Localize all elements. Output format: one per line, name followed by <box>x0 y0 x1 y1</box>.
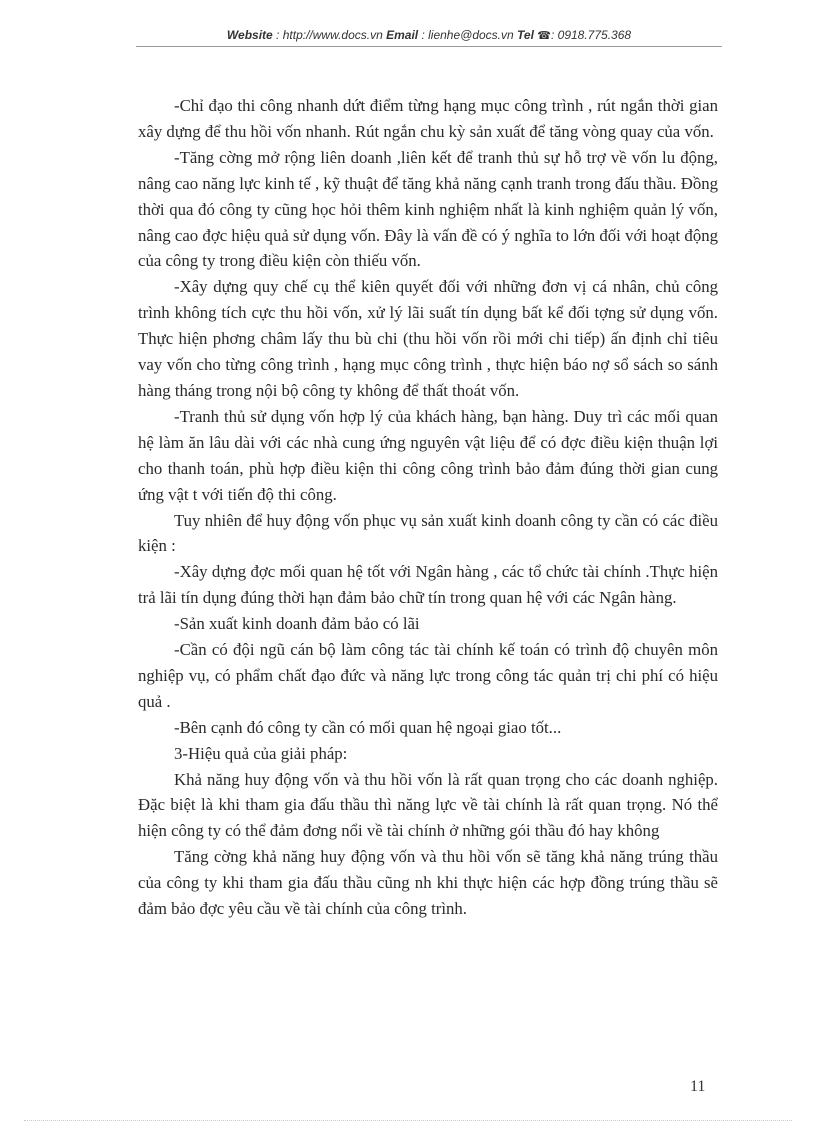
paragraph: -Cần có đội ngũ cán bộ làm công tác tài chính kế toán có trình độ chuyên môn nghiệp vụ, có phẩm chất đạo đức và năng lực trong công tác quản trị chi phí có hiệu quả . <box>138 640 718 711</box>
footer-divider <box>24 1120 792 1121</box>
paragraph: Tăng cờng khả năng huy động vốn và thu hồi vốn sẽ tăng khả năng trúng thầu của công ty khi tham gia đấu thầu cũng nh khi thực hiện các hợp đồng trúng thầu sẽ đảm bảo đợc yêu cầu về tài chính của công trình. <box>138 847 718 919</box>
header-divider <box>136 46 722 47</box>
paragraph: -Sản xuất kinh doanh đảm bảo có lãi <box>174 614 420 634</box>
paragraph: -Xây dựng quy chế cụ thể kiên quyết đối với những đơn vị cá nhân, chủ công trình không tích cực thu hồi vốn, xử lý lãi suất tín dụng bất kể đối tợng sử dụng vốn. Thực hiện phơng châm lấy thu bù chi (thu hồi vốn rồi mới chi tiếp) ấn định chỉ tiêu vay vốn cho từng công trình , hạng mục công trình , thực hiện báo nợ sổ sách so sánh hàng tháng trong nội bộ công ty không để thất thoát vốn. <box>138 277 718 400</box>
paragraph: -Chỉ đạo thi công nhanh dứt điểm từng hạng mục công trình , rút ngắn thời gian xây dựng để thu hồi vốn nhanh. Rút ngắn chu kỳ sản xuất để tăng vòng quay của vốn. <box>138 96 718 141</box>
paragraph: -Xây dựng đợc mối quan hệ tốt với Ngân hàng , các tổ chức tài chính .Thực hiện trả lãi tín dụng đúng thời hạn đảm bảo chữ tín trong quan hệ với các Ngân hàng. <box>138 562 718 608</box>
tel-number: : 0918.775.368 <box>550 28 632 42</box>
paragraph: -Tăng cờng mở rộng liên doanh ,liên kết để tranh thủ sự hỗ trợ về vốn lu động, nâng cao năng lực kinh tế , kỹ thuật để tăng khả năng cạnh tranh trong đấu thầu. Đồng thời qua đó công ty cũng học hỏi thêm kinh nghiệm nhất là kinh nghiệm quản lý vốn, nâng cao đợc hiệu quả sử dụng vốn. Đây là vấn đề có ý nghĩa to lớn đối với hoạt động của công ty trong điều kiện còn thiếu vốn. <box>138 147 718 271</box>
paragraph: Khả năng huy động vốn và thu hồi vốn là rất quan trọng cho các doanh nghiệp. Đặc biệt là khi tham gia đấu thầu thì năng lực về tài chính là rất quan trọng. Nó thể hiện công ty có thể đảm đơng nổi về tài chính ở những gói thầu đó hay không <box>138 769 718 841</box>
website-label: Website <box>226 28 273 42</box>
page-header <box>136 28 722 42</box>
section-heading: 3-Hiệu quả của giải pháp: <box>174 743 348 763</box>
website-url[interactable]: : http://www.docs.vn <box>272 28 387 42</box>
email-address[interactable]: : lienhe@docs.vn <box>418 28 518 42</box>
paragraph: -Tranh thủ sử dụng vốn hợp lý của khách hàng, bạn hàng. Duy trì các mối quan hệ làm ăn lâu dài với các nhà cung ứng nguyên vật liệu để có đợc điều kiện thuận lợi cho thanh toán, phù hợp điều kiện thi công công trình bảo đảm đúng thời gian cung ứng vật t với tiến độ thi công. <box>138 406 718 504</box>
page-number: 11 <box>690 1078 706 1095</box>
paragraph: Tuy nhiên để huy động vốn phục vụ sản xuất kinh doanh công ty cần có các điều kiện : <box>138 510 718 556</box>
tel-label: Tel <box>517 28 534 42</box>
document-body <box>138 93 718 922</box>
email-label: Email <box>386 28 419 42</box>
phone-icon: ☎ <box>537 30 551 42</box>
paragraph: -Bên cạnh đó công ty cần có mối quan hệ ngoại giao tốt... <box>174 717 562 737</box>
